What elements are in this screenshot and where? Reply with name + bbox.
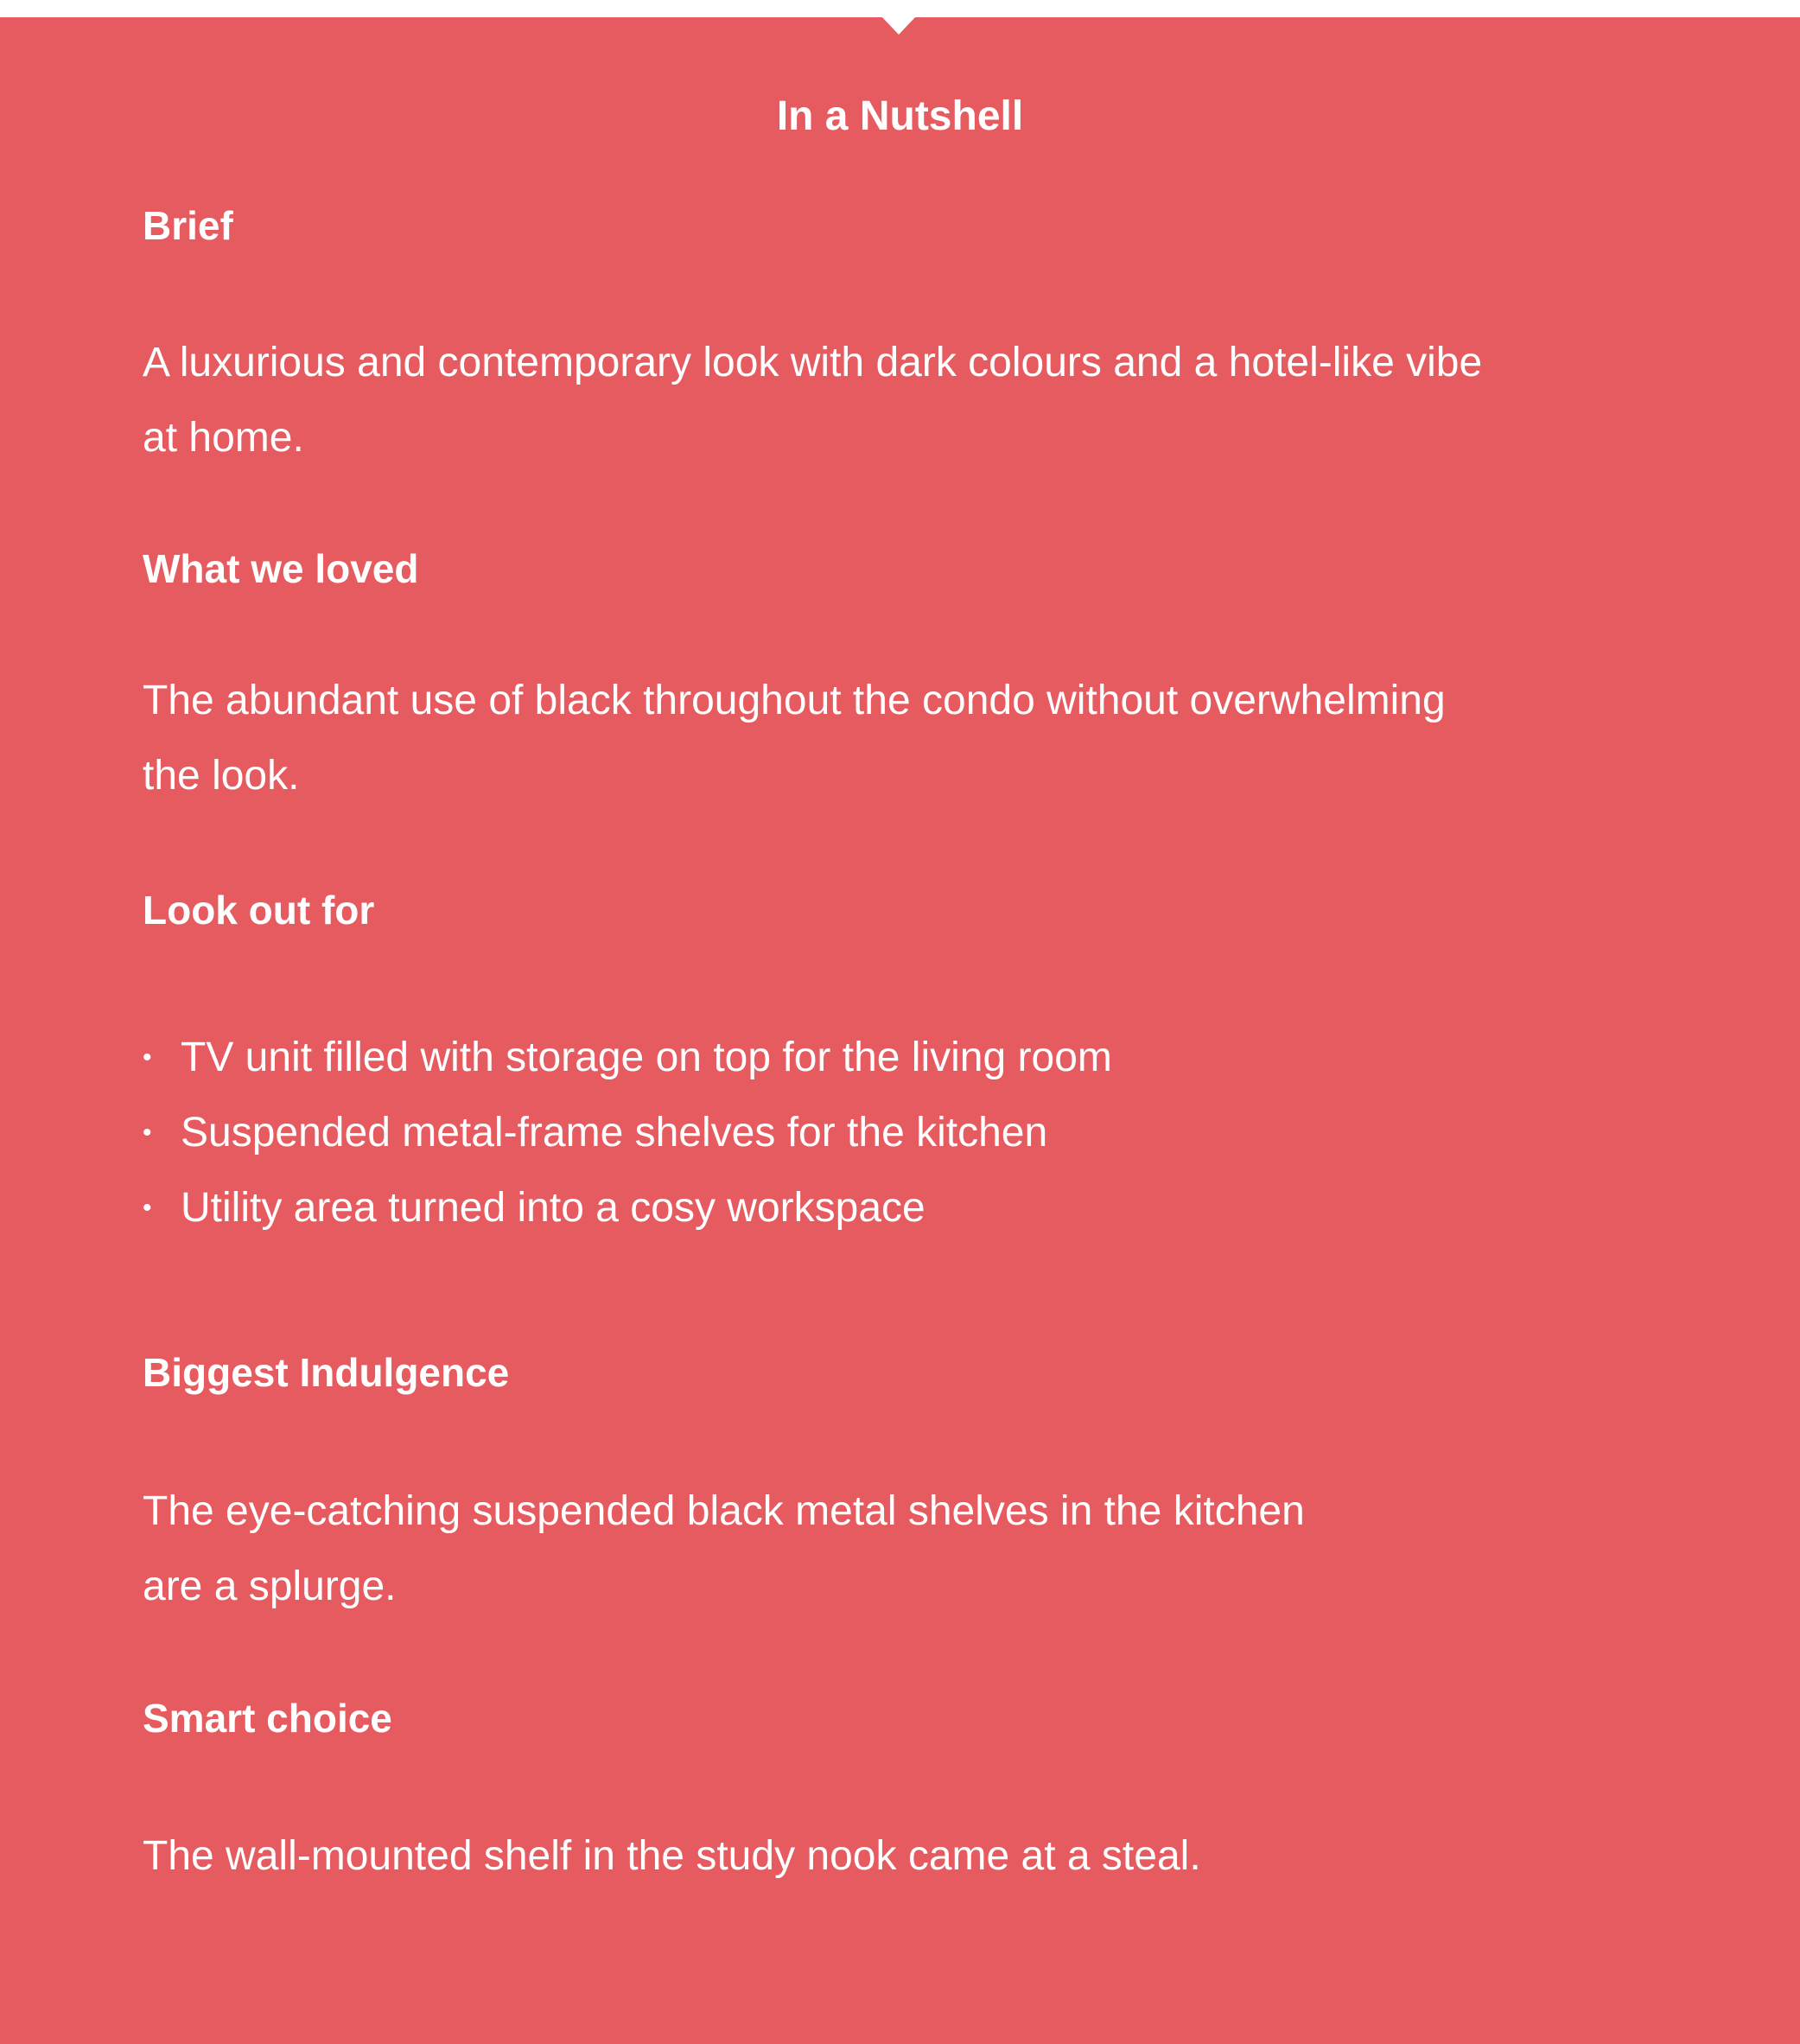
- smart-text-line: The wall-mounted shelf in the study nook came at a steal.: [143, 1833, 1201, 1879]
- list-item: [143, 1095, 1112, 1170]
- list-item-text: TV unit filled with storage on top for the living room: [181, 1035, 1112, 1080]
- loved-text-line: The abundant use of black throughout the condo without overwhelming: [143, 678, 1446, 723]
- lookout-heading: Look out for: [143, 888, 375, 933]
- lookout-list: [143, 1020, 1112, 1245]
- indulgence-heading: Biggest Indulgence: [143, 1350, 510, 1395]
- bullet-icon: •: [143, 1118, 152, 1147]
- brief-heading: Brief: [143, 203, 233, 248]
- panel-title: In a Nutshell: [776, 93, 1024, 139]
- brief-text-line: at home.: [143, 415, 304, 461]
- loved-text: [143, 663, 1446, 813]
- bullet-icon: •: [143, 1194, 152, 1222]
- list-item-text: Suspended metal-frame shelves for the kitchen: [181, 1110, 1048, 1156]
- bullet-icon: •: [143, 1043, 152, 1072]
- pointer-notch: [866, 0, 932, 35]
- smart-heading: Smart choice: [143, 1696, 392, 1741]
- list-item: [143, 1020, 1112, 1095]
- indulgence-text-line: are a splurge.: [143, 1563, 397, 1609]
- brief-text: [143, 325, 1482, 475]
- loved-heading: What we loved: [143, 546, 419, 591]
- list-item-text: Utility area turned into a cosy workspace: [181, 1185, 925, 1231]
- indulgence-text-line: The eye-catching suspended black metal shelves in the kitchen: [143, 1488, 1305, 1534]
- brief-text-line: A luxurious and contemporary look with dark colours and a hotel-like vibe: [143, 340, 1483, 385]
- list-item: [143, 1170, 1112, 1245]
- smart-text: [143, 1818, 1201, 1894]
- indulgence-text: [143, 1474, 1305, 1624]
- loved-text-line: the look.: [143, 753, 300, 799]
